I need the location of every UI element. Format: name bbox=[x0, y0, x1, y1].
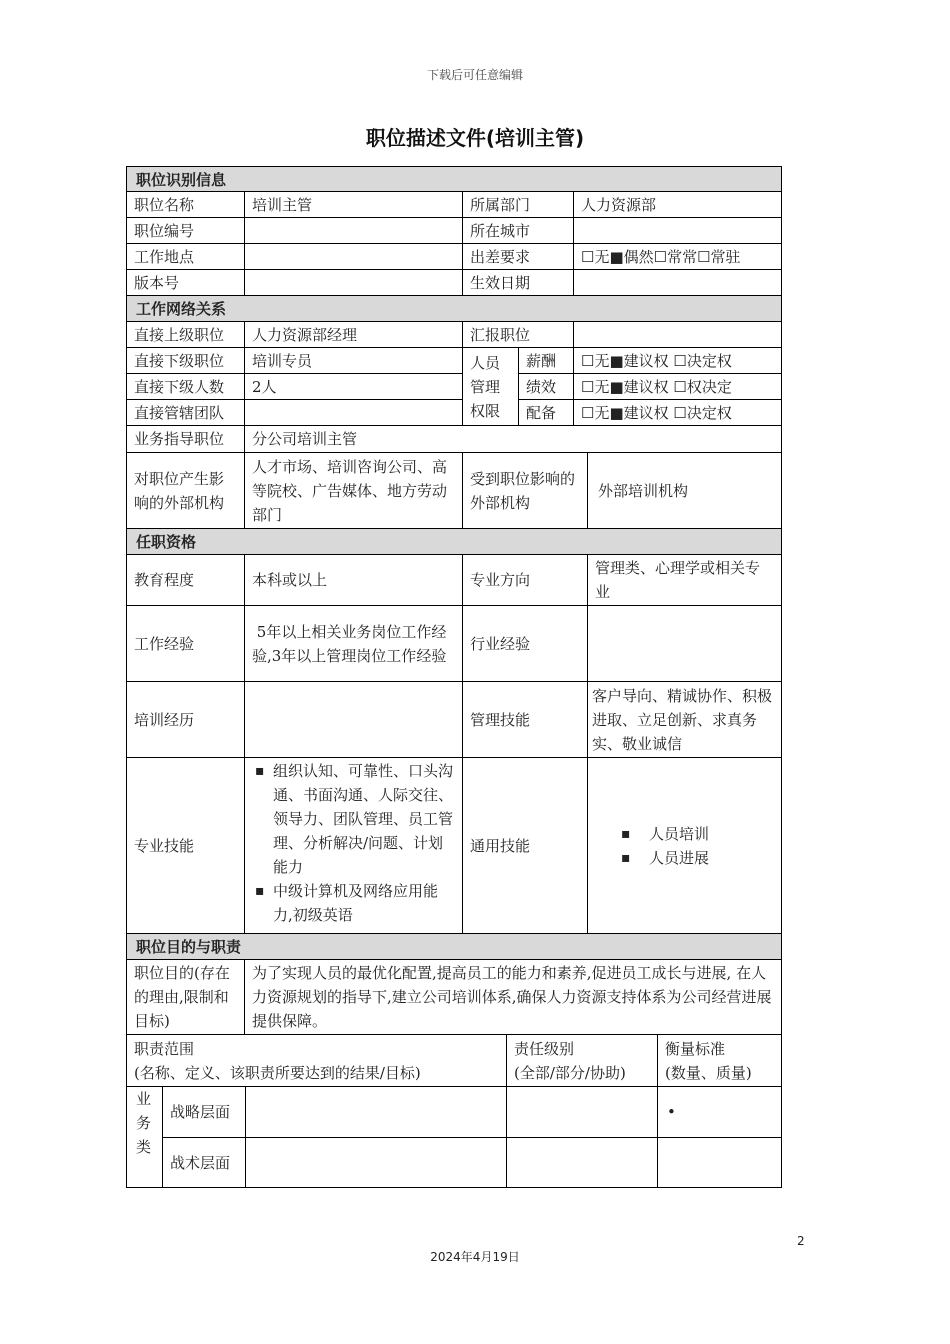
section-identity-header: 职位识别信息 bbox=[126, 166, 782, 192]
business-category-char: 业 bbox=[136, 1090, 152, 1108]
measure-header bbox=[657, 1034, 782, 1087]
team-value bbox=[244, 399, 463, 426]
authority-label bbox=[462, 347, 519, 426]
dept-label: 所属部门 bbox=[462, 191, 574, 218]
tactical-scope bbox=[245, 1137, 507, 1188]
section-network-header: 工作网络关系 bbox=[126, 295, 782, 322]
scope-header-line1: 职责范围 bbox=[134, 1039, 195, 1058]
strategic-scope bbox=[245, 1086, 507, 1138]
sub-count-value: 2人 bbox=[244, 373, 463, 400]
level-header bbox=[506, 1034, 658, 1087]
report-label: 汇报职位 bbox=[462, 321, 574, 348]
location-value bbox=[244, 243, 463, 270]
strategic-label: 战略层面 bbox=[162, 1086, 246, 1138]
general-skill-item: ▪ 人员培训 bbox=[621, 822, 709, 846]
perf-options: ☐无■建议权 ☐权决定 bbox=[573, 373, 782, 400]
pro-label: 专业技能 bbox=[126, 757, 245, 934]
effective-label: 生效日期 bbox=[462, 269, 574, 296]
authority-label-line2: 管理 bbox=[470, 377, 501, 396]
general-skills-list bbox=[621, 822, 709, 870]
purpose-text: 为了实现人员的最优化配置,提高员工的能力和素养,促进员工成长与进展, 在人力资源规划的指导下,建立公司培训体系,确保人力资源支持体系为公司经营进展提供保障。 bbox=[244, 959, 782, 1035]
guide-value: 分公司培训主管 bbox=[244, 425, 782, 453]
subordinate-label: 直接下级职位 bbox=[126, 347, 245, 374]
ext-affected-label: 受到职位影响的外部机构 bbox=[462, 452, 588, 529]
ext-affected-value: 外部培训机构 bbox=[587, 452, 782, 529]
salary-options: ☐无■建议权 ☐决定权 bbox=[573, 347, 782, 374]
training-label: 培训经历 bbox=[126, 681, 245, 758]
travel-label: 出差要求 bbox=[462, 243, 574, 270]
city-value bbox=[573, 217, 782, 244]
header-note: 下载后可任意编辑 bbox=[426, 68, 523, 82]
edu-value: 本科或以上 bbox=[244, 554, 463, 606]
mgmt-label: 管理技能 bbox=[462, 681, 588, 758]
scope-header bbox=[126, 1034, 507, 1087]
location-label: 工作地点 bbox=[126, 243, 245, 270]
purpose-label: 职位目的(存在的理由,限制和目标) bbox=[126, 959, 245, 1035]
version-label: 版本号 bbox=[126, 269, 245, 296]
mgmt-value: 客户导向、精诚协作、积极进取、立足创新、求真务实、敬业诚信 bbox=[587, 681, 782, 758]
perf-label: 绩效 bbox=[518, 373, 574, 400]
ext-influence-label: 对职位产生影响的外部机构 bbox=[126, 452, 245, 529]
subordinate-value: 培训专员 bbox=[244, 347, 463, 374]
measure-header-line2: (数量、质量) bbox=[665, 1063, 752, 1082]
training-value bbox=[244, 681, 463, 758]
code-label: 职位编号 bbox=[126, 217, 245, 244]
industry-label: 行业经验 bbox=[462, 605, 588, 682]
tactical-label: 战术层面 bbox=[162, 1137, 246, 1188]
strategic-measure: • bbox=[657, 1086, 782, 1138]
tactical-level bbox=[506, 1137, 658, 1188]
salary-label: 薪酬 bbox=[518, 347, 574, 374]
version-value bbox=[244, 269, 463, 296]
alloc-options: ☐无■建议权 ☐决定权 bbox=[573, 399, 782, 426]
level-header-line1: 责任级别 bbox=[514, 1039, 575, 1058]
section-purpose-header: 职位目的与职责 bbox=[126, 933, 782, 960]
page-number: 2 bbox=[797, 1234, 805, 1248]
effective-value bbox=[573, 269, 782, 296]
superior-label: 直接上级职位 bbox=[126, 321, 245, 348]
authority-label-line1: 人员 bbox=[470, 353, 501, 372]
measure-header-line1: 衡量标准 bbox=[665, 1039, 726, 1058]
business-category-label bbox=[126, 1086, 163, 1188]
report-value bbox=[573, 321, 782, 348]
city-label: 所在城市 bbox=[462, 217, 574, 244]
position-name-value: 培训主管 bbox=[244, 191, 463, 218]
pro-skills-list bbox=[251, 759, 455, 927]
ext-influence-value: 人才市场、培训咨询公司、高等院校、广告媒体、地方劳动部门 bbox=[244, 452, 463, 529]
major-value: 管理类、心理学或相关专业 bbox=[587, 554, 782, 606]
strategic-level bbox=[506, 1086, 658, 1138]
business-category-char: 类 bbox=[136, 1138, 152, 1156]
guide-label: 业务指导职位 bbox=[126, 425, 245, 453]
dept-value: 人力资源部 bbox=[573, 191, 782, 218]
section-qualification-header: 任职资格 bbox=[126, 528, 782, 555]
team-label: 直接管辖团队 bbox=[126, 399, 245, 426]
position-name-label: 职位名称 bbox=[126, 191, 245, 218]
tactical-measure bbox=[657, 1137, 782, 1188]
code-value bbox=[244, 217, 463, 244]
exp-label: 工作经验 bbox=[126, 605, 245, 682]
pro-skill-item: ▪ 组织认知、可靠性、口头沟通、书面沟通、人际交往、领导力、团队管理、员工管理、分析解决/问题、计划能力 bbox=[251, 759, 455, 879]
sub-count-label: 直接下级人数 bbox=[126, 373, 245, 400]
general-skills-cell bbox=[587, 757, 782, 934]
document-title: 职位描述文件(培训主管) bbox=[365, 126, 585, 150]
authority-label-line3: 权限 bbox=[470, 401, 501, 420]
travel-options: ☐无■偶然☐常常☐常驻 bbox=[573, 243, 782, 270]
exp-value: 5年以上相关业务岗位工作经验,3年以上管理岗位工作经验 bbox=[244, 605, 463, 682]
major-label: 专业方向 bbox=[462, 554, 588, 606]
level-header-line2: (全部/部分/协助) bbox=[514, 1063, 626, 1082]
pro-skill-item: ▪ 中级计算机及网络应用能力,初级英语 bbox=[251, 879, 455, 927]
alloc-label: 配备 bbox=[518, 399, 574, 426]
industry-value bbox=[587, 605, 782, 682]
pro-skills-cell bbox=[244, 757, 463, 934]
business-category-char: 务 bbox=[136, 1114, 152, 1132]
superior-value: 人力资源部经理 bbox=[244, 321, 463, 348]
general-label: 通用技能 bbox=[462, 757, 588, 934]
scope-header-line2: (名称、定义、该职责所要达到的结果/目标) bbox=[134, 1063, 421, 1082]
footer-date: 2024年4月19日 bbox=[430, 1250, 520, 1264]
edu-label: 教育程度 bbox=[126, 554, 245, 606]
general-skill-item: ▪ 人员进展 bbox=[621, 846, 709, 870]
